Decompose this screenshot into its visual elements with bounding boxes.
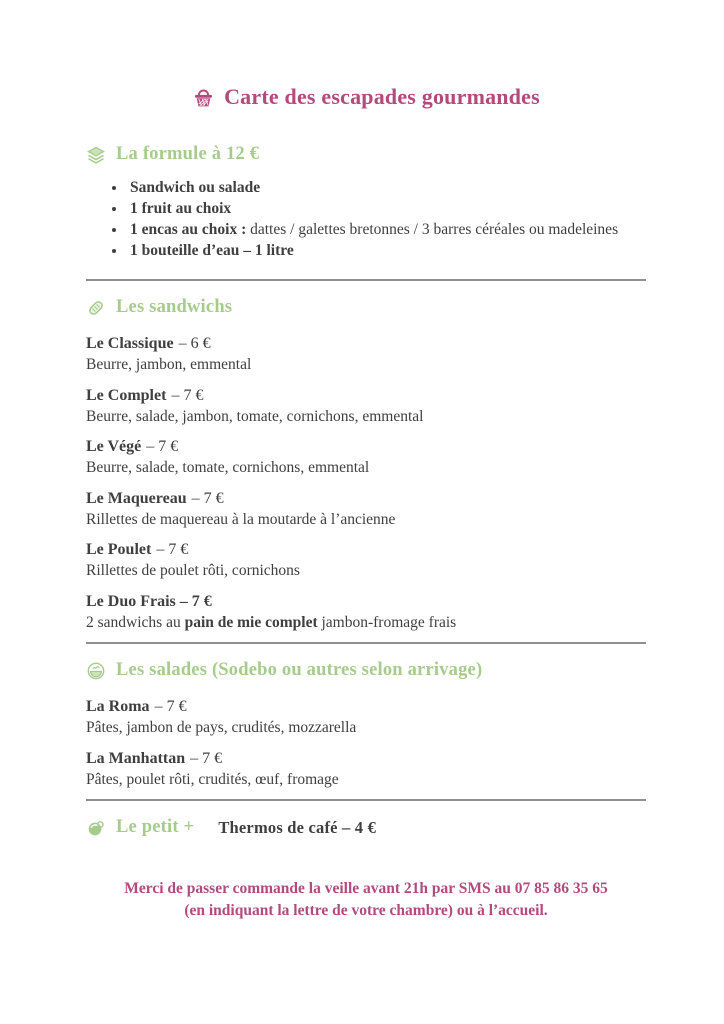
item-price: – 7 € [191,489,224,507]
order-instructions [86,878,646,922]
section-title: Les salades (Sodebo ou autres selon arrivage) [116,660,483,680]
item-name: Le Poulet [86,541,152,558]
formule-bullet: 1 bouteille d’eau – 1 litre [110,240,646,261]
item-description: Rillettes de maquereau à la moutarde à l’ancienne [86,510,396,528]
page-title [86,84,646,110]
section-header-salades [86,660,646,681]
menu-item [86,385,646,427]
sandwichs-list [86,333,646,633]
item-price: – 6 € [178,335,211,352]
item-description: Rillettes de poulet rôti, cornichons [86,562,300,579]
formule-bullet: 1 fruit au choix [110,198,646,219]
item-price: – 7 € [171,386,204,404]
menu-item [86,591,646,633]
petit-item: Thermos de café – 4 € [218,817,377,837]
item-name: La Manhattan [86,749,186,767]
salades-list [86,696,646,790]
item-price: – 7 € [146,438,179,455]
item-name: Le Duo Frais – 7 € [86,592,212,610]
basket-icon [192,86,215,109]
page-title-text: Carte des escapades gourmandes [224,84,540,109]
item-description: Pâtes, jambon de pays, crudités, mozzarella [86,719,357,736]
section-header-sandwichs [86,297,646,318]
section-divider [86,279,646,281]
item-description: Beurre, jambon, emmental [86,356,252,373]
baguette-icon [86,298,106,318]
salad-bowl-icon [86,661,106,681]
section-title: Les sandwichs [116,297,233,317]
section-divider [86,799,646,801]
section-header-formule [86,144,646,165]
item-name: La Roma [86,698,150,715]
item-description: Beurre, salade, tomate, cornichons, emmental [86,459,370,476]
section-divider [86,642,646,644]
item-price: – 7 € [190,749,223,767]
item-name: Le Complet [86,386,167,404]
menu-item [86,696,646,738]
item-description: 2 sandwichs au pain de mie complet jambon-fromage frais [86,613,457,631]
menu-item [86,539,646,581]
coffee-cup-icon [86,818,106,838]
item-description: Beurre, salade, jambon, tomate, cornichons, emmental [86,407,424,425]
item-name: Le Végé [86,438,142,455]
menu-item [86,436,646,478]
order-instructions-line1: Merci de passer commande la veille avant 21h par SMS au 07 85 86 35 65 [124,880,608,897]
section-header-petit [86,817,646,838]
item-description: Pâtes, poulet rôti, crudités, œuf, fromage [86,770,339,788]
formule-bullet: Sandwich ou salade [110,177,646,198]
item-name: Le Maquereau [86,489,187,507]
section-title: La formule à 12 € [116,144,260,164]
menu-item [86,333,646,375]
item-name: Le Classique [86,335,174,352]
formule-bullet-list [86,177,646,261]
formule-bullet: 1 encas au choix : dattes / galettes bretonnes / 3 barres céréales ou madeleines [110,219,646,240]
order-instructions-line2: (en indiquant la lettre de votre chambre) ou à l’accueil. [184,902,548,919]
menu-item [86,488,646,530]
layers-icon [86,145,106,165]
item-price: – 7 € [154,698,187,715]
item-price: – 7 € [156,541,189,558]
section-title: Le petit + [116,817,195,837]
menu-item [86,748,646,790]
